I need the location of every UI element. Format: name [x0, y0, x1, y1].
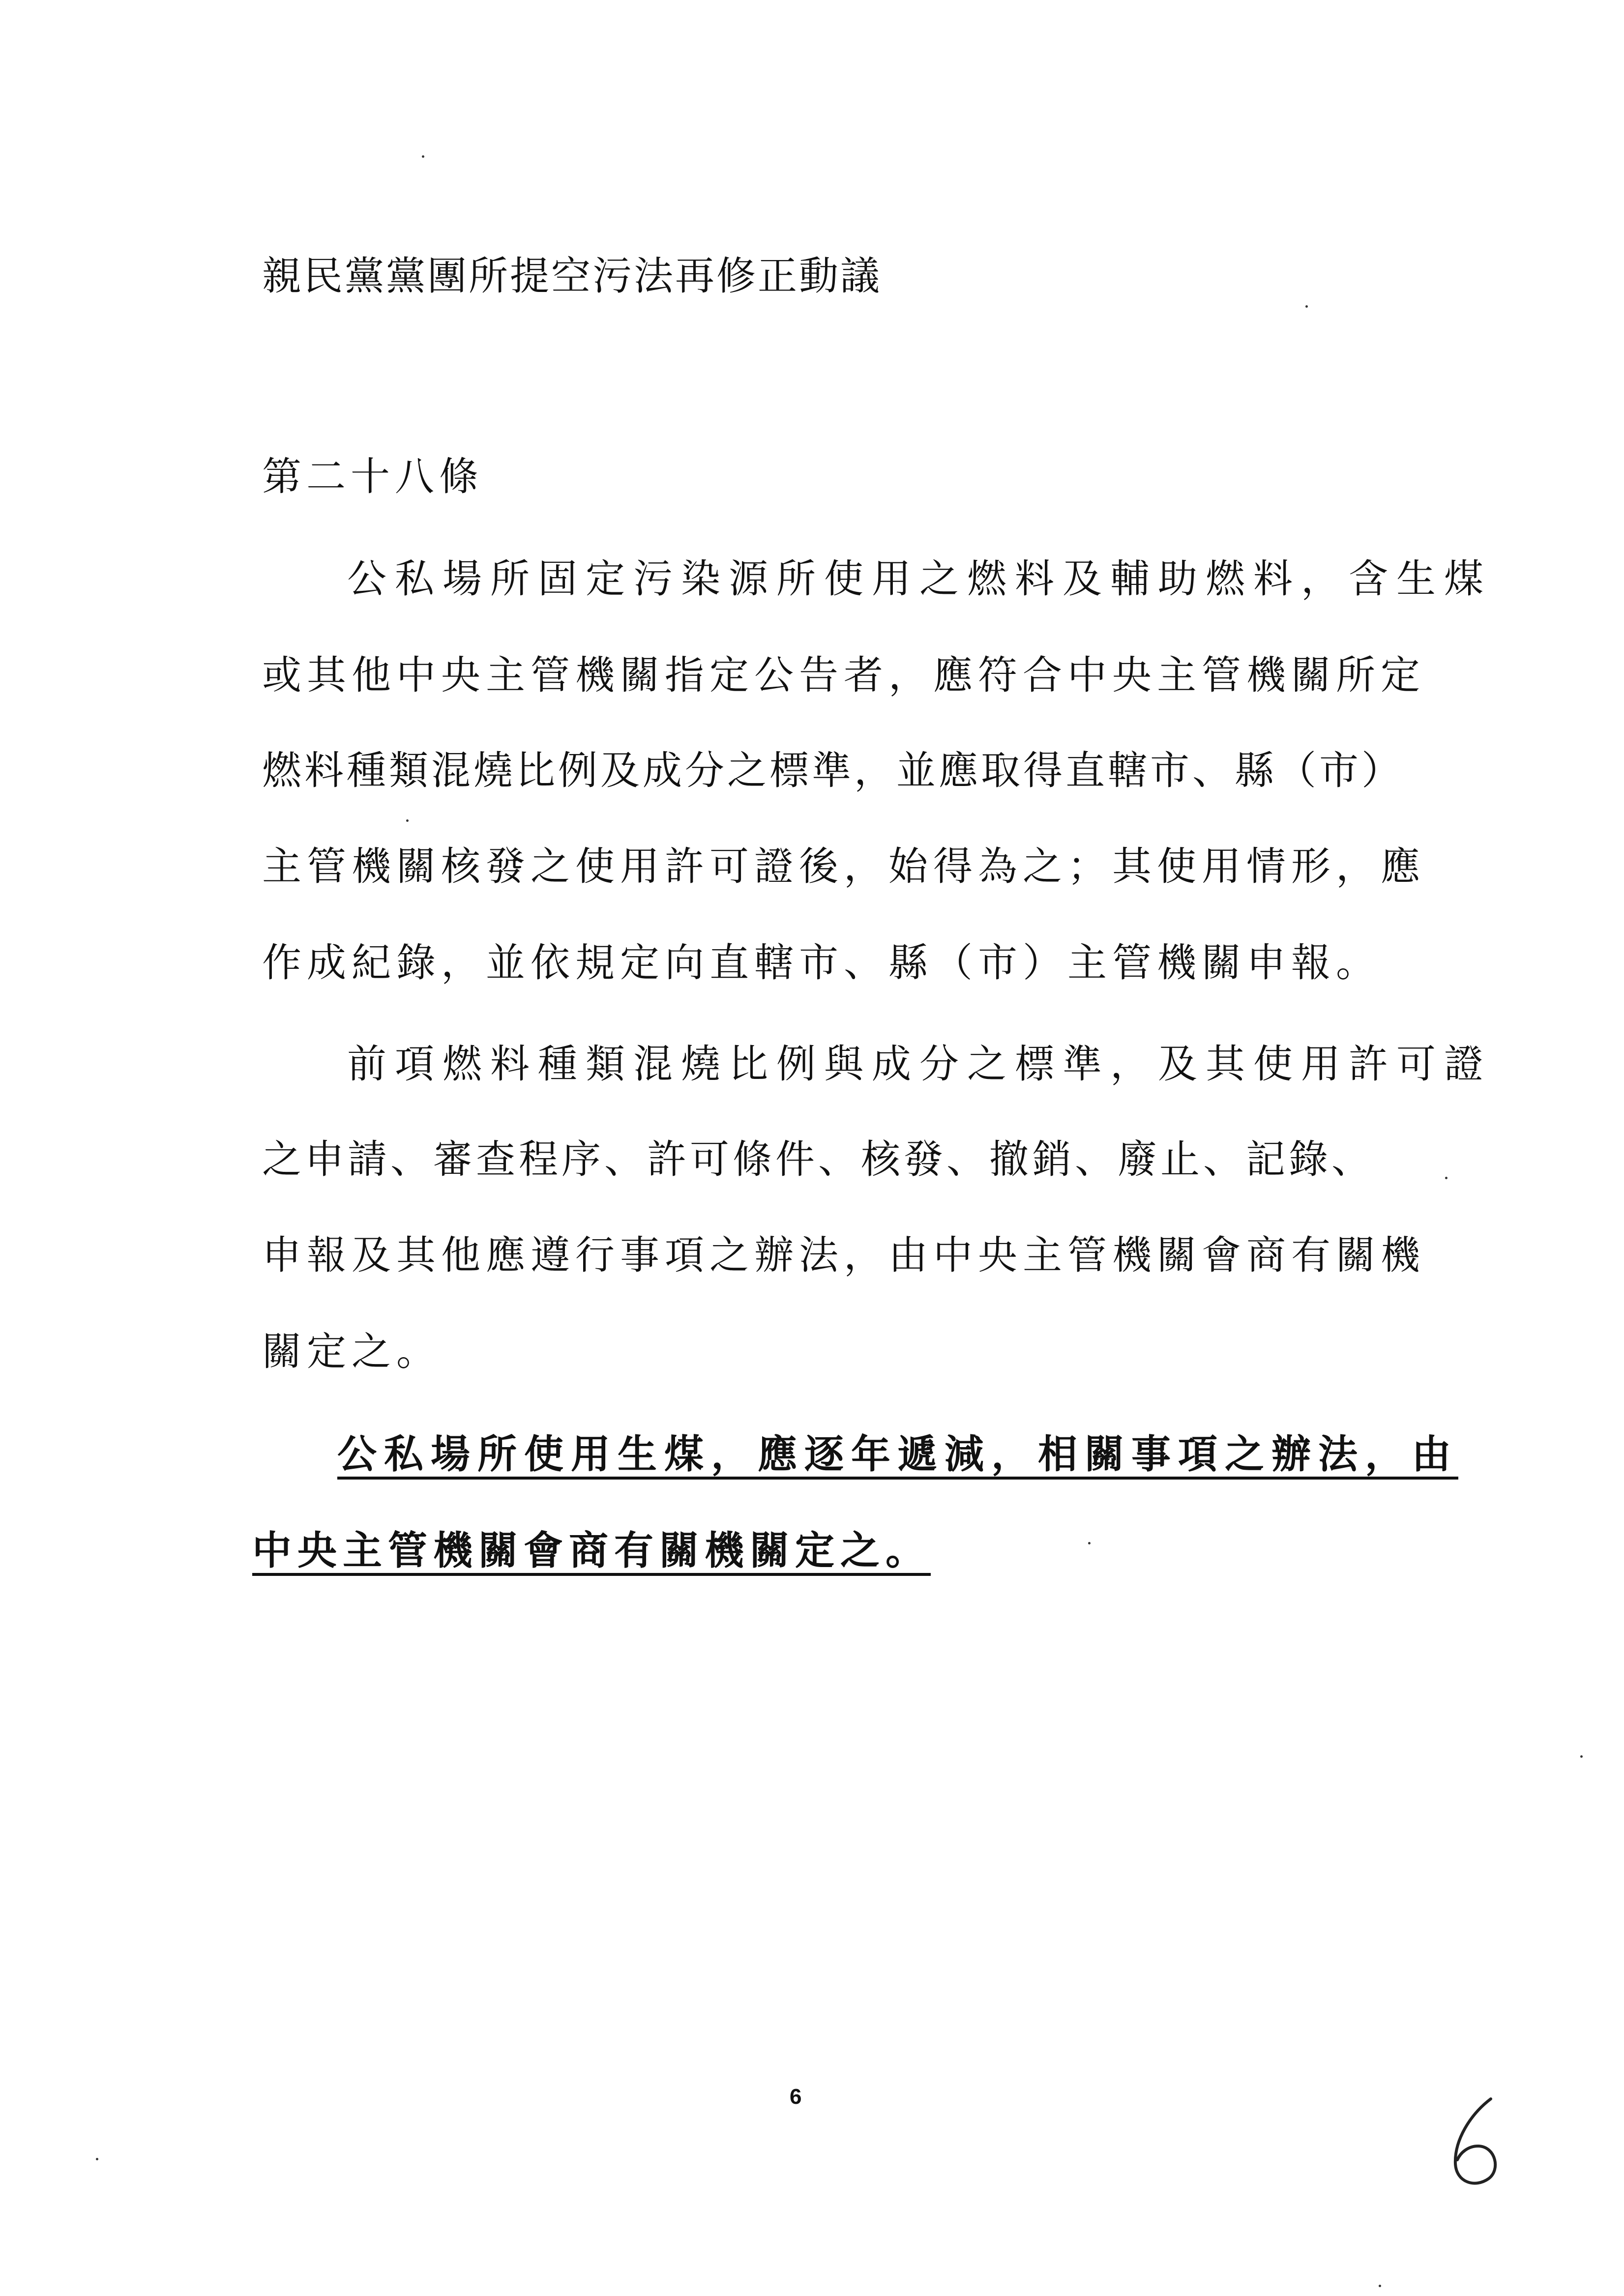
article-title: 第二十八條: [262, 454, 483, 499]
paragraph-1-line: 或其他中央主管機關指定公告者，應符合中央主管機關所定: [262, 652, 1425, 698]
amendment-line: 中央主管機關會商有關機關定之。: [252, 1527, 931, 1573]
scan-speck: [1445, 1177, 1447, 1179]
scan-speck: [422, 155, 424, 158]
page-number: 6: [790, 2085, 802, 2109]
paragraph-1-line: 燃料種類混燒比例及成分之標準，並應取得直轄市、縣（市）: [262, 748, 1404, 793]
scan-speck: [1580, 1755, 1583, 1758]
handwritten-page-number: [1441, 2095, 1514, 2193]
paragraph-2-line: 申報及其他應遵行事項之辦法，由中央主管機關會商有關機: [262, 1232, 1425, 1278]
document-heading: 親民黨黨團所提空污法再修正動議: [262, 253, 882, 299]
paragraph-1-line: 公私場所固定污染源所使用之燃料及輔助燃料，含生煤: [347, 556, 1492, 602]
scan-speck: [96, 2158, 98, 2160]
scan-speck: [406, 819, 409, 822]
paragraph-1-line: 主管機關核發之使用許可證後，始得為之；其使用情形，應: [262, 843, 1425, 889]
paragraph-1-line: 作成紀錄，並依規定向直轄市、縣（市）主管機關申報。: [262, 940, 1381, 986]
paragraph-2-line: 之申請、審查程序、許可條件、核發、撤銷、廢止、記錄、: [262, 1136, 1374, 1182]
paragraph-2-line: 關定之。: [262, 1329, 441, 1374]
amendment-line: 公私場所使用生煤，應逐年遞減，相關事項之辦法，由: [337, 1431, 1458, 1477]
scan-speck: [1379, 2285, 1381, 2287]
scan-speck: [1088, 1542, 1091, 1544]
scan-speck: [1305, 305, 1308, 308]
paragraph-2-line: 前項燃料種類混燒比例與成分之標準，及其使用許可證: [347, 1041, 1492, 1087]
